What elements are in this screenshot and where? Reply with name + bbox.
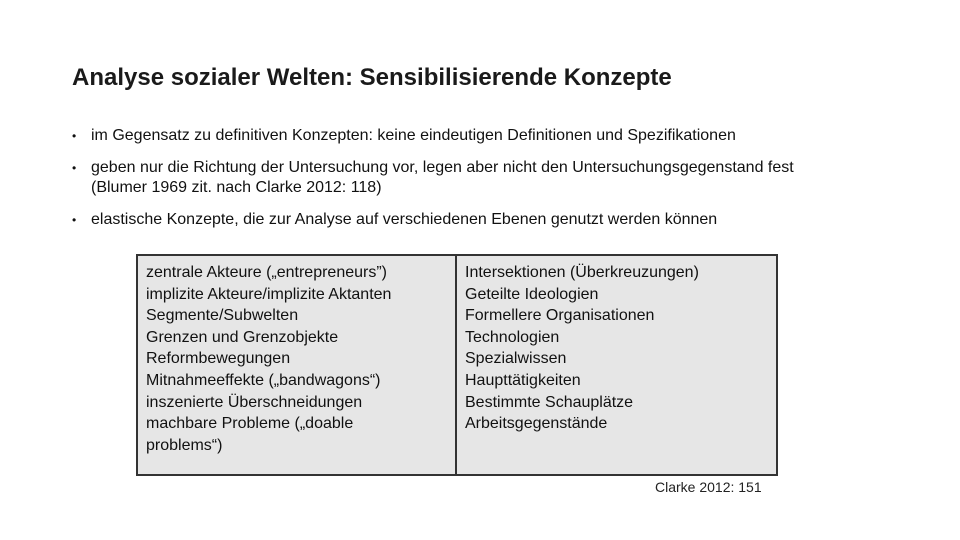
concept-entry: Reformbewegungen xyxy=(146,350,291,368)
concept-entry: Intersektionen (Überkreuzungen) xyxy=(465,264,699,281)
concept-entry: Haupttätigkeiten xyxy=(465,371,581,389)
page-title: Analyse sozialer Welten: Sensibilisierende Konzepte xyxy=(72,64,672,91)
concept-table xyxy=(136,254,778,476)
concept-entry: Grenzen und Grenzobjekte xyxy=(146,328,339,346)
concept-column-right xyxy=(457,256,776,474)
bullet-text: im Gegensatz zu definitiven Konzepten: keine eindeutigen Definitionen und Spezifikationen xyxy=(91,127,736,144)
bullet-list xyxy=(72,126,902,242)
bullet-text: geben nur die Richtung der Untersuchung vor, legen aber nicht den Untersuchungsgegenstand fest xyxy=(91,159,794,176)
concept-entry: Arbeitsgegenstände xyxy=(465,415,608,433)
concept-entry: Bestimmte Schauplätze xyxy=(465,393,634,411)
concept-entry: Mitnahmeeffekte („bandwagons“) xyxy=(146,371,381,389)
bullet-continuation: (Blumer 1969 zit. nach Clarke 2012: 118) xyxy=(91,179,382,196)
bullet-marker: • xyxy=(72,213,77,227)
concept-entry: Segmente/Subwelten xyxy=(146,307,299,325)
concept-entry: inszenierte Überschneidungen xyxy=(146,393,363,411)
concept-entry: Technologien xyxy=(465,328,560,346)
concept-entry: machbare Probleme („doable xyxy=(146,415,354,433)
bullet-marker: • xyxy=(72,129,77,143)
citation: Clarke 2012: 151 xyxy=(655,479,762,495)
bullet-item xyxy=(72,158,902,198)
concept-entry: implizite Akteure/implizite Aktanten xyxy=(146,285,392,303)
bullet-item xyxy=(72,126,902,146)
bullet-item xyxy=(72,210,902,230)
bullet-marker: • xyxy=(72,161,77,175)
concept-entry: Geteilte Ideologien xyxy=(465,285,599,303)
concept-column-left xyxy=(138,256,457,474)
bullet-text: elastische Konzepte, die zur Analyse auf verschiedenen Ebenen genutzt werden können xyxy=(91,211,718,228)
concept-entry: problems“) xyxy=(146,436,223,454)
concept-entry: Formellere Organisationen xyxy=(465,307,655,325)
concept-entry: zentrale Akteure („entrepreneurs”) xyxy=(146,264,387,281)
concept-entry: Spezialwissen xyxy=(465,350,567,368)
